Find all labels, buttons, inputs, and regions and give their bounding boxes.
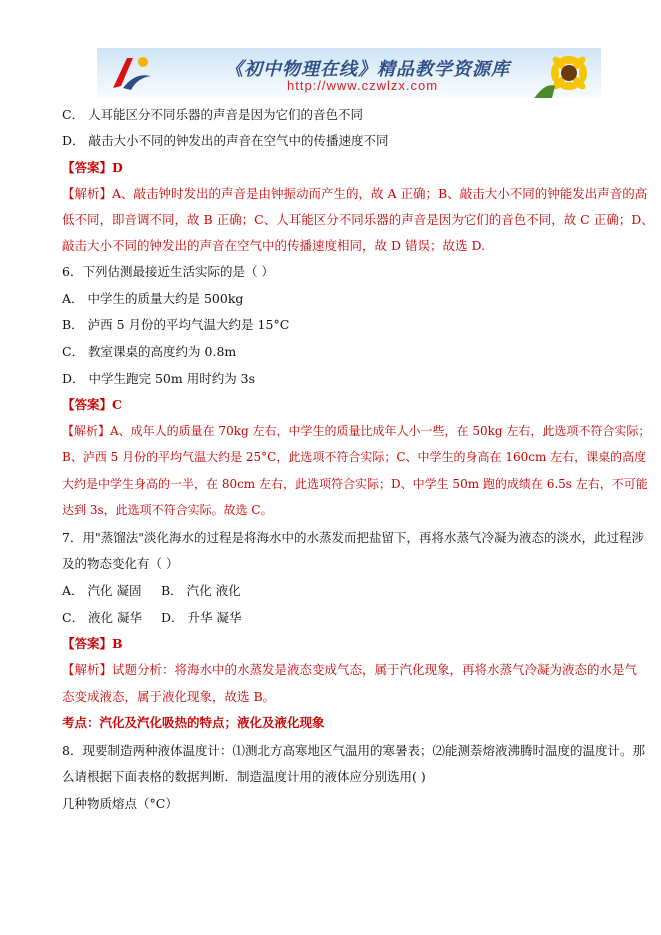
q7-option-a: A． 汽化 凝固 bbox=[62, 583, 142, 598]
q5-option-d: D． 敲击大小不同的钟发出的声音在空气中的传播速度不同 bbox=[62, 133, 389, 148]
q6-stem: 6．下列估测最接近生活实际的是（ ） bbox=[62, 264, 274, 279]
q6-explanation-line-3: 大约是中学生身高的一半，在 80cm 左右，此选项符合实际；D、中学生 50m 跑的成绩在 6.5s 左右，不可能 bbox=[62, 477, 648, 491]
q7-stem-line-1: 7．用"蒸馏法"淡化海水的过程是将海水中的水蒸发而把盐留下，再将水蒸气冷凝为液态的淡水，此过程涉 bbox=[62, 530, 644, 545]
q5-explanation-line-3: 敲击大小不同的钟发出的声音在空气中的传播速度相同，故 D 错误；故选 D. bbox=[62, 238, 485, 253]
q7-options-row-2 bbox=[62, 610, 241, 626]
banner-title: 《初中物理在线》精品教学资源库 bbox=[225, 59, 510, 80]
q6-explanation-line-2: B、泸西 5 月份的平均气温大约是 25°C，此选项不符合实际；C、中学生的身高在 160cm 左右，课桌的高度 bbox=[62, 450, 647, 464]
q5-explanation-line-1: 【解析】A、敲击钟时发出的声音是由钟振动而产生的，故 A 正确；B、敲击大小不同的钟能发出声音的高 bbox=[62, 186, 648, 201]
q8-table-caption: 几种物质熔点（°C） bbox=[62, 796, 178, 811]
resource-logo-icon bbox=[105, 52, 155, 94]
q6-answer: 【答案】C bbox=[62, 397, 122, 412]
q7-option-b: B． 汽化 液化 bbox=[160, 583, 241, 598]
banner-url: http://www.czwlzx.com bbox=[287, 78, 439, 93]
q6-explanation-line-4: 达到 3s，此选项不符合实际。故选 C。 bbox=[62, 503, 273, 517]
q7-option-c: C． 液化 凝华 bbox=[62, 610, 143, 625]
q7-options-row-1 bbox=[62, 583, 241, 599]
header-banner bbox=[97, 48, 601, 98]
q5-explanation-line-2: 低不同，即音调不同，故 B 正确；C、人耳能区分不同乐器的声音是因为它们的音色不同，故 C 正确；D、 bbox=[62, 212, 654, 227]
q6-option-b: B． 泸西 5 月份的平均气温大约是 15°C bbox=[62, 317, 290, 332]
q7-option-d: D． 升华 凝华 bbox=[160, 610, 242, 625]
q8-stem-line-2: 么请根据下面表格的数据判断．制造温度计用的液体应分别选用( ) bbox=[62, 769, 426, 784]
q7-explanation-line-1: 【解析】试题分析：将海水中的水蒸发是液态变成气态，属于汽化现象，再将水蒸气冷凝为液态的水是气 bbox=[62, 662, 638, 677]
sunflower-icon bbox=[531, 48, 601, 98]
q7-explanation-line-2: 态变成液态，属于液化现象，故选 B。 bbox=[62, 689, 276, 704]
q6-explanation-line-1: 【解析】A、成年人的质量在 70kg 左右，中学生的质量比成年人小一些，在 50kg 左右，此选项不符合实际； bbox=[62, 424, 651, 438]
q7-answer: 【答案】B bbox=[62, 636, 123, 651]
q7-stem-line-2: 及的物态变化有（ ） bbox=[62, 556, 179, 571]
q6-option-c: C． 教室课桌的高度约为 0.8m bbox=[62, 344, 237, 359]
q5-option-c: C． 人耳能区分不同乐器的声音是因为它们的音色不同 bbox=[62, 107, 364, 122]
q6-option-d: D． 中学生跑完 50m 用时约为 3s bbox=[62, 371, 256, 386]
q8-stem-line-1: 8．现要制造两种液体温度计：⑴测北方高寒地区气温用的寒暑表；⑵能测萘熔液沸腾时温度的温度计。那 bbox=[62, 743, 645, 758]
q7-test-point: 考点：汽化及汽化吸热的特点；液化及液化现象 bbox=[62, 715, 325, 730]
q6-option-a: A． 中学生的质量大约是 500kg bbox=[62, 291, 244, 306]
q5-answer: 【答案】D bbox=[62, 160, 123, 175]
